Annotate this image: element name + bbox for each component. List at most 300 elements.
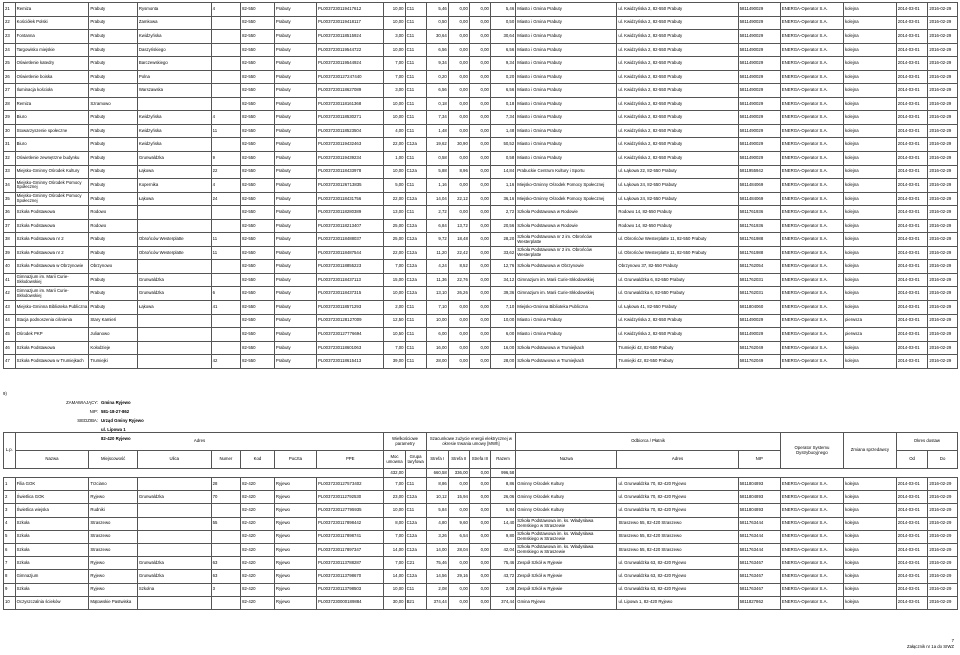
table-cell: 2016-02-29 [928,30,958,44]
table-cell [137,517,211,530]
table-cell: 5811490029 [738,328,780,342]
table-cell: 0,00 [469,124,490,138]
table-cell [211,530,241,543]
total-power: 432,00 [384,469,405,478]
table-cell: 75,46 [490,557,515,570]
table-cell: Miasto i Gmina Prabuty [516,16,617,30]
table-cell: ENERGA-Operator S.A. [780,491,843,504]
table-cell: Prabuty [274,260,316,274]
table-cell: 0,00 [469,70,490,84]
table-cell: 5811763467 [738,583,780,596]
table-cell: 0,00 [469,179,490,193]
table-cell: 5811762031 [738,287,780,301]
table-cell: C11 [405,301,426,315]
table-cell: Filia GOK [15,478,89,491]
table-cell: 1,48 [426,124,448,138]
table-cell: Oświetlenie katedry [15,57,89,71]
table-cell: 19,62 [426,138,448,152]
table-cell: Obrońców Westerplatte [137,246,211,260]
table-row [4,517,958,530]
table-cell [211,273,241,287]
table-cell: 5811762054 [738,260,780,274]
table-cell: Miasto i Gmina Prabuty [516,43,617,57]
table-cell: ENERGA-Operator S.A. [780,246,843,260]
table-cell: 10,00 [384,583,405,596]
table-cell: 11 [211,233,241,247]
table-cell: 82-550 [241,57,275,71]
table-cell: kolejna [844,355,897,369]
table-cell: PL0037230119544722 [317,43,384,57]
table-cell: Łąkowa [137,192,211,206]
table-cell: 0,00 [448,328,469,342]
table-cell: C11 [405,179,426,193]
header-total: Razem [490,451,515,469]
table-cell: Świetlica wiejska [15,504,89,517]
table-cell: PL0037230113788287 [317,557,384,570]
table-cell: Prabuty [89,30,137,44]
table-cell: 5811955942 [738,165,780,179]
table-cell: Prabuty [274,57,316,71]
table-cell: 82-550 [241,152,275,166]
table-cell: 5811804893 [738,504,780,517]
table-cell: Szkoła Podstawowa im. ks. Władysława Demskiego w Straszewie [516,517,617,530]
table-cell: 5811763467 [738,557,780,570]
table-cell: 82-550 [241,206,275,220]
table-cell: 10,00 [490,314,515,328]
table-cell [211,596,241,609]
table-cell: 7,34 [490,111,515,125]
table-cell [137,260,211,274]
table-cell: pierwsza [844,328,897,342]
table-cell: Szkoła Podstawowa [15,219,89,233]
table-cell: C12a [405,517,426,530]
table-cell: 15,00 [384,273,405,287]
table-cell: C11 [405,504,426,517]
table-cell: 30,64 [490,30,515,44]
table-cell: PL0037230118571293 [317,301,384,315]
table-cell: Rodowo [89,206,137,220]
table-cell: 33,62 [490,246,515,260]
table-cell: Straszewo 55, 82-420 Straszewo [617,543,738,556]
table-cell: 0,20 [426,70,448,84]
table-row [4,57,958,71]
table-cell: Szkoła [15,530,89,543]
table-cell: Prabuty [274,84,316,98]
table-cell: Iluminacja kościoła [15,84,89,98]
table-cell: 8,86 [490,478,515,491]
table-cell: 82-420 [241,491,275,504]
table-cell: 0,00 [469,355,490,369]
table-row [4,138,958,152]
table-cell: kolejna [844,301,897,315]
table-cell: 0,00 [469,504,490,517]
header-ppe: PPE [317,451,384,469]
header-name: Nazwa [15,451,89,469]
table-cell: Szkoła Podstawowa w Trumiejkach [15,355,89,369]
table-row [4,206,958,220]
table-cell [211,328,241,342]
table-cell: 82-550 [241,246,275,260]
table-cell: pierwsza [844,314,897,328]
table-cell: Prabuty [89,70,137,84]
table-cell: PL0037230118627089 [317,84,384,98]
table-cell: PL0037230118437113 [317,273,384,287]
table-cell: 4 [211,179,241,193]
table-cell: 6 [211,287,241,301]
table-cell: 0,00 [469,97,490,111]
table-cell: 82-420 [241,543,275,556]
table-cell: Polna [137,70,211,84]
table-cell: 9,34 [426,57,448,71]
table-cell: kolejna [844,124,897,138]
table-cell: 5,46 [426,3,448,17]
table-cell: Szkoła Podstawowa im. ks. Władysława Demskiego w Straszewie [516,530,617,543]
table-cell: Miasto i Gmina Prabuty [516,314,617,328]
table-cell: Biuro [15,111,89,125]
table-cell: 82-550 [241,97,275,111]
table-cell: C11 [405,111,426,125]
table-cell: ENERGA-Operator S.A. [780,341,843,355]
table-cell: Straszewo [89,543,137,556]
table-cell: 2014-03-01 [896,57,928,71]
table-row [4,233,958,247]
table-cell: 9,60 [448,517,469,530]
table-cell: 82-550 [241,138,275,152]
table-cell: 5811761988 [738,246,780,260]
table-cell: 2014-03-01 [896,3,928,17]
table-cell: Ryjewo [274,478,316,491]
table-cell: 13,72 [448,219,469,233]
table-cell: Miejsko-Gminna Biblioteka Publiczna [15,301,89,315]
table-cell: 2016-02-29 [928,179,958,193]
table-cell: 5811490029 [738,57,780,71]
table-cell: 2014-03-01 [896,355,928,369]
table-cell: Prabuty [274,97,316,111]
table-cell: 0,00 [448,16,469,30]
table-cell: 0,58 [426,152,448,166]
table-cell: 2016-02-29 [928,355,958,369]
table-cell: C12a [405,192,426,206]
table-cell: 2014-03-01 [896,138,928,152]
header-receiver-address: Adres [617,451,738,469]
table-cell: kolejna [844,16,897,30]
table-cell: 2014-03-01 [896,111,928,125]
table-cell: ENERGA-Operator S.A. [780,596,843,609]
table-cell: kolejna [844,138,897,152]
table-cell: Prabuty [274,246,316,260]
table-cell: 82-550 [241,16,275,30]
table-cell: 2014-03-01 [896,301,928,315]
table-cell: kolejna [844,206,897,220]
table-cell: C12a [405,233,426,247]
table-cell [211,341,241,355]
table-cell: C11 [405,43,426,57]
table-cell: 9,72 [426,233,448,247]
table-cell: 18,48 [448,233,469,247]
table-cell: C21 [405,557,426,570]
table-cell: Ryjewo [274,504,316,517]
table-cell: 2016-02-29 [928,233,958,247]
table-cell: 4 [4,517,16,530]
table-cell: Fontanna [15,30,89,44]
table-row [4,43,958,57]
header-nip: NIP [738,451,780,469]
table-cell: 2016-02-29 [928,341,958,355]
table-cell: 5811490029 [738,3,780,17]
table-cell: 3,00 [384,30,405,44]
table-cell: Oczyszczalnia ścieków [15,596,89,609]
table-cell: 0,00 [448,596,469,609]
table-cell: 2014-03-01 [896,260,928,274]
table-cell: Miejsko-Gminny Ośrodek Pomocy Społecznej [516,192,617,206]
table-cell: 0,00 [469,3,490,17]
table-cell: 47 [4,355,16,369]
table-cell: 82-420 [241,583,275,596]
table-cell: 82-550 [241,260,275,274]
table-cell: 5811490029 [738,124,780,138]
table-cell: 0,00 [469,84,490,98]
table-cell: 7,10 [490,301,515,315]
table-cell: 10,00 [384,43,405,57]
table-cell: ul. Kwidzyńska 2, 82-550 Prabuty [617,3,738,17]
table-cell: Ryjewo [274,583,316,596]
table-cell: Obrzynowo 37, 82-550 Prabuty [617,260,738,274]
table-cell: 10,00 [384,97,405,111]
table-cell: PL0037230112792530 [317,491,384,504]
table-cell: PL0037230118431756 [317,192,384,206]
table-cell: ENERGA-Operator S.A. [780,287,843,301]
table-cell: 0,00 [469,517,490,530]
table-cell: kolejna [844,341,897,355]
table-cell: 2016-02-29 [928,124,958,138]
table-cell: 82-550 [241,192,275,206]
header-number: Numer [211,451,241,469]
table-cell: Szkoła Podstawowa nr 2 [15,233,89,247]
table-cell: Prabuty [274,341,316,355]
section-number: 9) [3,391,7,396]
table-cell: 6,56 [490,84,515,98]
table-cell: kolejna [844,260,897,274]
table-cell: 0,00 [448,179,469,193]
table-cell: Szkoła Podstawowa nr 2 [15,246,89,260]
table-cell: ul. Kwidzyńska 2, 82-550 Prabuty [617,314,738,328]
table-cell: 5811761936 [738,219,780,233]
seat-address-1: ul. Lipowa 1 [101,427,126,432]
table-cell: Szkoła Podstawowa w Obrzynowie [15,260,89,274]
table-cell: 0,00 [448,314,469,328]
table-cell: 31 [4,138,16,152]
table-cell: 2016-02-29 [928,3,958,17]
table-cell: ul. Grunwaldzka 70, 82-420 Ryjewo [617,504,738,517]
table-cell: 0,00 [448,97,469,111]
table-cell: C11 [405,30,426,44]
table-row [4,570,958,583]
table-cell: 30,64 [426,30,448,44]
table-cell: 0,58 [490,152,515,166]
table-cell: PL0037230119418117 [317,16,384,30]
table-cell: Gimnazjum im. Marii Curie-Skłodowskiej [15,273,89,287]
table-cell: 82-420 [241,596,275,609]
table-cell: 2,08 [426,583,448,596]
table-cell: Ryjewo [274,517,316,530]
table-cell: 0,00 [469,273,490,287]
table-cell: 2016-02-29 [928,570,958,583]
table-cell: Trumiejki 42, 82-550 Prabuty [617,355,738,369]
table-cell: ENERGA-Operator S.A. [780,165,843,179]
table-cell: 6,00 [426,328,448,342]
table-cell: 28 [4,97,16,111]
table-cell: Szkoła Podstawowa w Rodowie [516,219,617,233]
table-cell [211,84,241,98]
table-cell: Prabuty [274,179,316,193]
table-cell [137,219,211,233]
header-zone-3: Strefa III [469,451,490,469]
table-cell: Kopernika [137,179,211,193]
table-cell: PL0037230119439234 [317,152,384,166]
table-cell: 5 [4,530,16,543]
header-receiver-name: Nazwa [516,451,617,469]
table-cell: 0,00 [448,3,469,17]
table-cell: ul. Łąkowa 41, 82-550 Prabuty [617,301,738,315]
table-cell: 15,94 [448,491,469,504]
table-cell: Gimnazjum im. Marii Curie-Skłodowskiej [516,273,617,287]
table-cell: 5811490029 [738,314,780,328]
table-cell: Obrzynowo [89,260,137,274]
table-cell: C11 [405,70,426,84]
table-cell: Szkoła Podstawowa w Obrzynowie [516,260,617,274]
header-address: Adres [15,433,384,451]
table-cell: ul. Łąkowa 22, 82-550 Prabuty [617,165,738,179]
table-cell: 6,56 [426,43,448,57]
table-cell [211,97,241,111]
table-cell: Miejsko-Gminny Ośrodek Pomocy Społecznej [516,179,617,193]
table-cell: 3,00 [384,84,405,98]
table-cell: ul. Grunwaldzka 63, 82-420 Ryjewo [617,557,738,570]
table-cell: ul. Łąkowa 24, 82-550 Prabuty [617,179,738,193]
table-cell: 0,00 [469,219,490,233]
table-cell: C12a [405,165,426,179]
table-cell: 55 [211,517,241,530]
table-cell [137,596,211,609]
table-cell: Kołodzieje [89,341,137,355]
table-cell: Biuro [15,138,89,152]
table-cell: 28,04 [448,543,469,556]
table-cell: Ośrodek PKP [15,328,89,342]
table-cell: Rysmonta [137,3,211,17]
table-cell: PL0037230119432463 [317,138,384,152]
table-cell: Prabuty [89,138,137,152]
table-cell: 42,04 [490,543,515,556]
table-cell: Trzciano [89,478,137,491]
table-cell: 0,20 [490,70,515,84]
table-cell: ENERGA-Operator S.A. [780,517,843,530]
table-cell: 0,00 [469,206,490,220]
nip-value: 581-18-27-862 [101,409,130,414]
header-power: Moc umowna [384,451,405,469]
table-cell: kolejna [844,3,897,17]
table-cell: 0,00 [469,328,490,342]
table-cell: 0,00 [469,287,490,301]
table-cell: kolejna [844,530,897,543]
table-cell: 2014-03-01 [896,206,928,220]
table-cell: ul. Łąkowa 24, 82-550 Prabuty [617,192,738,206]
table-cell: 0,00 [469,43,490,57]
table-cell: ENERGA-Operator S.A. [780,111,843,125]
table-cell: 374,44 [426,596,448,609]
table-cell: Grunwaldzka [137,152,211,166]
table-cell: Prabuty [274,314,316,328]
table-cell: 22,00 [384,138,405,152]
table-cell: 5811804893 [738,478,780,491]
table-cell: 10,00 [384,504,405,517]
table-cell: Prabuty [274,287,316,301]
table-cell: 5811490029 [738,84,780,98]
ordering-label: ZAMAWIAJĄCY: [66,400,98,405]
table-cell: Prabuty [89,165,137,179]
table-cell: 34 [4,179,16,193]
table-cell: kolejna [844,596,897,609]
table-cell [211,543,241,556]
table-cell: Mątowskie Pastwiska [89,596,137,609]
table-cell: Ryjewo [274,543,316,556]
table-cell: 22,76 [448,273,469,287]
table-cell: 0,00 [448,478,469,491]
table-cell: Prabuty [89,179,137,193]
table-cell: PL0037230117898442 [317,517,384,530]
table-cell: ENERGA-Operator S.A. [780,84,843,98]
table-cell: 14,00 [384,570,405,583]
table-cell: 2016-02-29 [928,543,958,556]
table-cell [211,70,241,84]
table-cell: ENERGA-Operator S.A. [780,70,843,84]
table-cell: ul. Kwidzyńska 2, 82-550 Prabuty [617,138,738,152]
table-row [4,328,958,342]
table-cell: Straszewo [89,530,137,543]
table-cell: 0,18 [490,97,515,111]
table-cell: ul. Grunwaldzka 6, 82-550 Prabuty [617,287,738,301]
table-cell: 14,56 [426,570,448,583]
table-cell: 0,00 [469,138,490,152]
table-cell: C11 [405,16,426,30]
table-cell: Zamkowa [137,16,211,30]
table-cell: PL0037230118433978 [317,165,384,179]
table-cell: 10,00 [384,287,405,301]
table-cell: C11 [405,57,426,71]
points-table-continued [3,2,958,369]
table-cell: Targowisko miejskie [15,43,89,57]
table-cell: ul. Lipowa 1, 82-420 Ryjewo [617,596,738,609]
table-cell: kolejna [844,273,897,287]
table-row [4,84,958,98]
table-cell: Zespół Szkół w Ryjewie [516,557,617,570]
table-cell [137,530,211,543]
table-row [4,355,958,369]
table-cell: 0,00 [448,84,469,98]
table-cell: 4 [211,3,241,17]
table-cell: ul. Kwidzyńska 2, 82-550 Prabuty [617,57,738,71]
table-cell: Świetlica GOK [15,491,89,504]
table-cell: Miasto i Gmina Prabuty [516,70,617,84]
table-row [4,179,958,193]
table-cell: ul. Kwidzyńska 2, 82-550 Prabuty [617,124,738,138]
table-cell: 82-550 [241,111,275,125]
table-cell: Oświetlenie boiska [15,70,89,84]
table-cell: 10,50 [384,328,405,342]
table-cell: ENERGA-Operator S.A. [780,124,843,138]
table-cell: ENERGA-Operator S.A. [780,314,843,328]
table-cell: 2,72 [426,206,448,220]
table-cell: 82-550 [241,233,275,247]
